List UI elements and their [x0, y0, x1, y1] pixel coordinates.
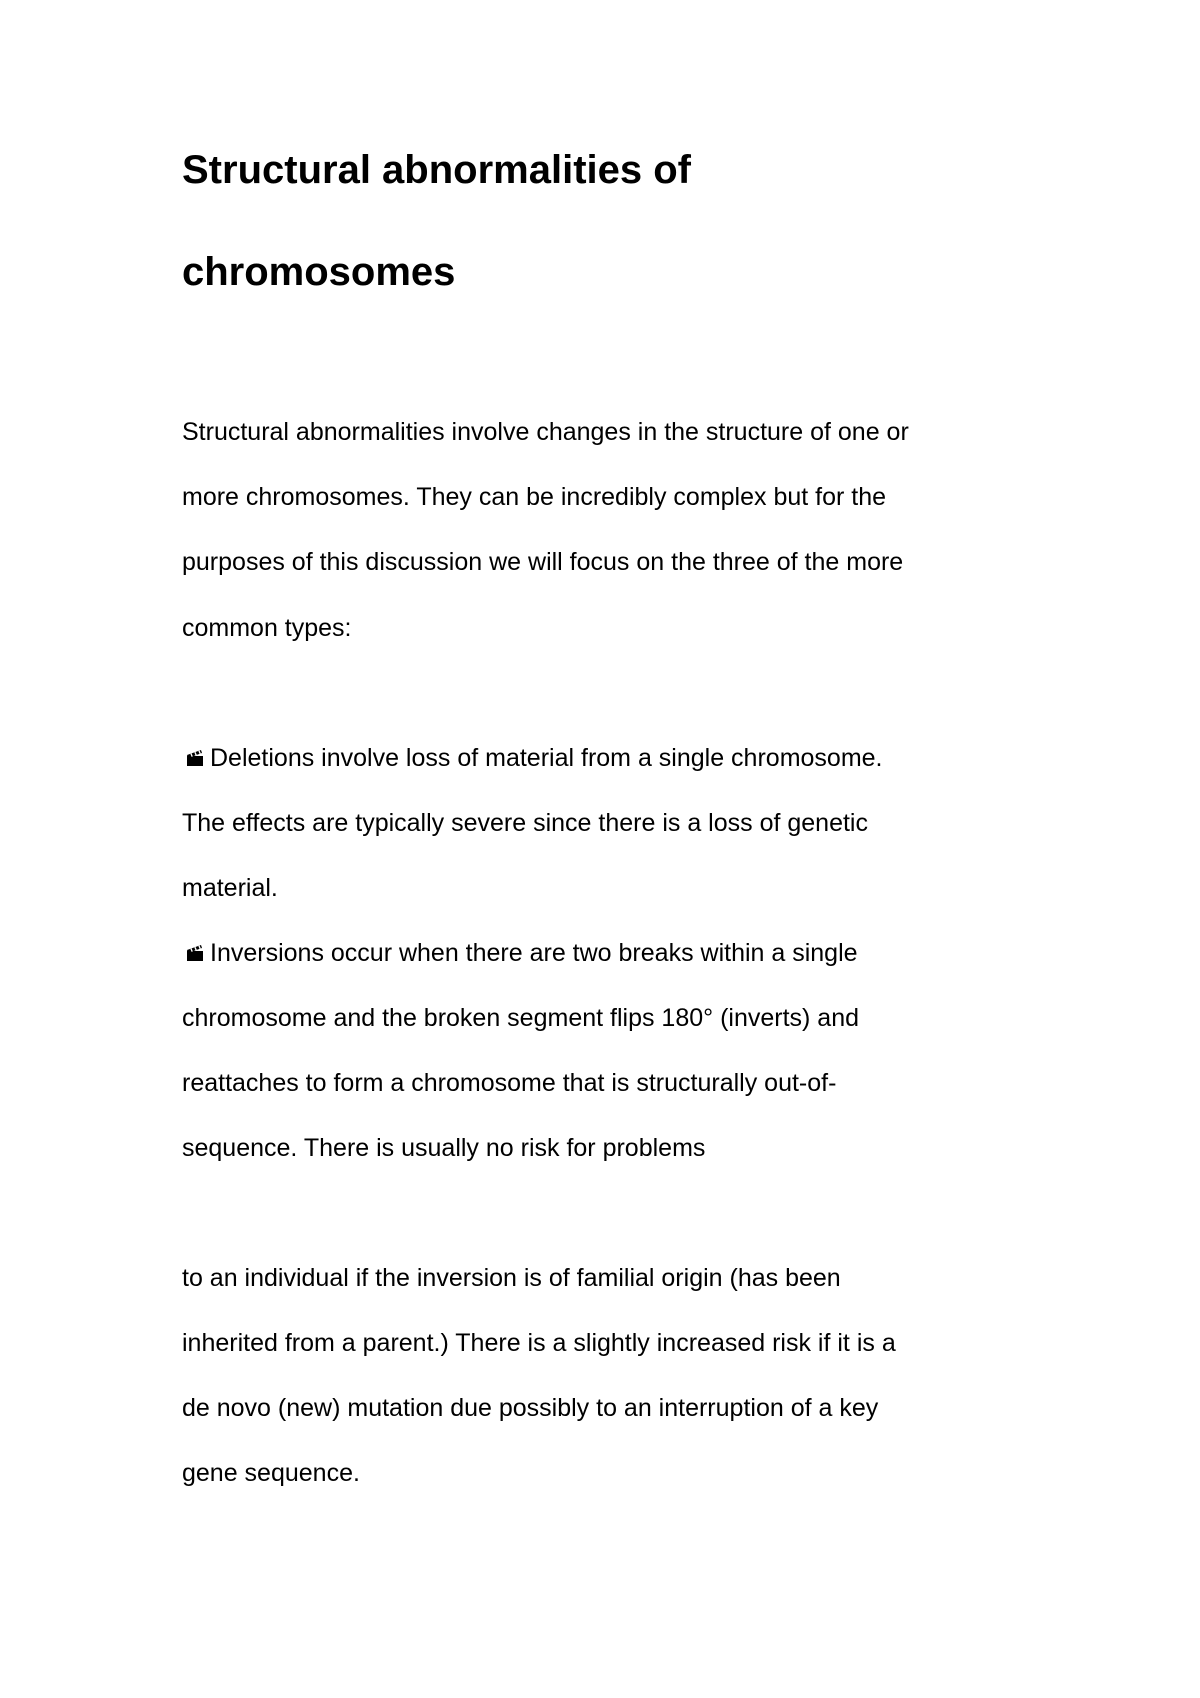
page-title-line-2: chromosomes [182, 250, 456, 294]
bullet-inversions-line-4: sequence. There is usually no risk for problems [182, 1134, 706, 1162]
continuation-line-3: de novo (new) mutation due possibly to an interruption of a key [182, 1394, 879, 1422]
bullet-deletions-line-3: material. [182, 874, 278, 902]
bullet-inversions-line-2: chromosome and the broken segment flips 180° (inverts) and [182, 1004, 860, 1032]
bullet-item-inversions [182, 937, 858, 969]
clapperboard-icon [186, 944, 204, 962]
intro-line-2: more chromosomes. They can be incredibly complex but for the [182, 483, 887, 511]
intro-line-1: Structural abnormalities involve changes in the structure of one or [182, 418, 909, 446]
intro-line-3: purposes of this discussion we will focus on the three of the more [182, 548, 904, 576]
bullet-deletions-line-1: Deletions involve loss of material from a single chromosome. [210, 744, 883, 772]
continuation-line-2: inherited from a parent.) There is a slightly increased risk if it is a [182, 1329, 896, 1357]
bullet-deletions-line-2: The effects are typically severe since there is a loss of genetic [182, 809, 868, 837]
bullet-inversions-line-1: Inversions occur when there are two breaks within a single [210, 939, 858, 967]
clapperboard-icon [186, 749, 204, 767]
intro-line-4: common types: [182, 614, 352, 642]
continuation-line-1: to an individual if the inversion is of familial origin (has been [182, 1264, 841, 1292]
bullet-item-deletions [182, 742, 883, 774]
page-title-line-1: Structural abnormalities of [182, 148, 691, 192]
bullet-inversions-line-3: reattaches to form a chromosome that is structurally out-of- [182, 1069, 837, 1097]
continuation-line-4: gene sequence. [182, 1459, 360, 1487]
